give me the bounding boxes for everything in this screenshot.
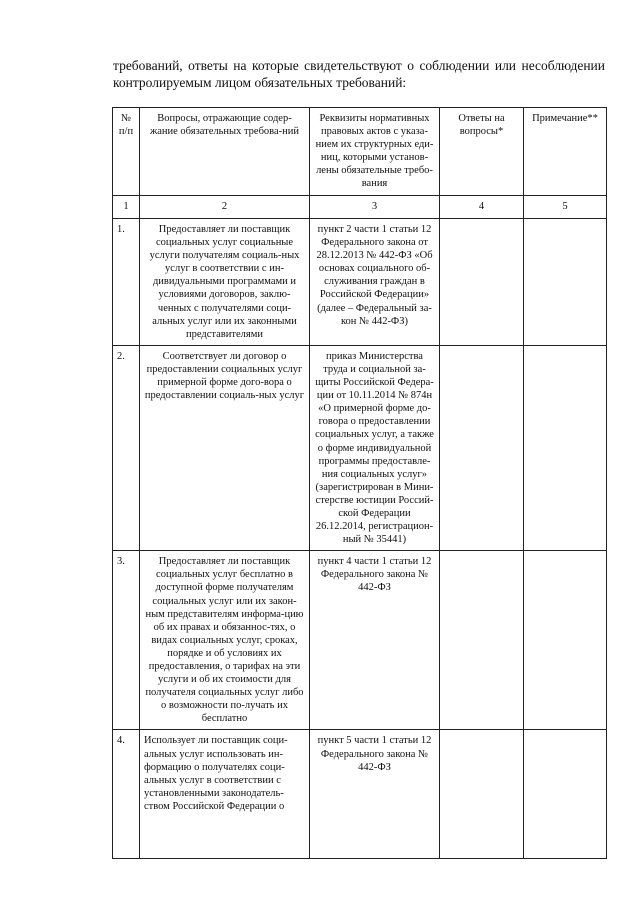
row-number: 1. (113, 219, 140, 346)
table-row (113, 345, 607, 550)
row-note-cell[interactable] (524, 551, 607, 730)
row-question: Предоставляет ли поставщик социальных услуг бесплатно в доступной форме получателям социальных услуг или их закон-ным представителям информа-цию об их правах и обязаннос-тях, о видах социальных услуг, сроках, порядке и об условиях их предоставления, о тарифах на эти услуги и об их стоимости для получателя социальных услуг либо о возможности по-лучать их бесплатно (140, 551, 310, 730)
table-header-row (113, 108, 607, 196)
checklist-table (112, 107, 607, 859)
row-question: Использует ли поставщик соци-альных услуг использовать ин-формацию о получателях соци-альных услуг в соответствии с установленными законодатель-ством Российской Федерации о (140, 730, 310, 859)
row-requisites: пункт 2 части 1 статьи 12 Федерального закона от 28.12.2013 № 442-ФЗ «Об основах социального об-служивания граждан в Российской Федерации» (далее – Федеральный за-кон № 442-ФЗ) (310, 219, 440, 346)
row-number: 3. (113, 551, 140, 730)
row-requisites: приказ Министерства труда и социальной за-щиты Российской Федера-ции от 10.11.2014 № 874н «О примерной форме до-говора о предоставлении социальных услуг, а также о форме индивидуальной программы предоставле-ния социальных услуг» (зарегистрирован в Мини-стерстве юстиции Россий-ской Федерации 26.12.2014, регистрацион-ный № 35441) (310, 345, 440, 550)
row-answer-cell[interactable] (440, 345, 524, 550)
column-number: 2 (140, 196, 310, 219)
row-answer-cell[interactable] (440, 730, 524, 859)
row-note-cell[interactable] (524, 345, 607, 550)
header-note: Примечание** (524, 108, 607, 196)
table-row (113, 551, 607, 730)
row-requisites: пункт 5 части 1 статьи 12 Федерального закона № 442-ФЗ (310, 730, 440, 859)
column-number: 4 (440, 196, 524, 219)
column-number: 1 (113, 196, 140, 219)
row-answer-cell[interactable] (440, 551, 524, 730)
table-row (113, 730, 607, 859)
table-row (113, 219, 607, 346)
header-number: № п/п (113, 108, 140, 196)
header-answers: Ответы на вопросы* (440, 108, 524, 196)
row-answer-cell[interactable] (440, 219, 524, 346)
column-number-row (113, 196, 607, 219)
row-number: 2. (113, 345, 140, 550)
row-note-cell[interactable] (524, 219, 607, 346)
row-note-cell[interactable] (524, 730, 607, 859)
column-number: 5 (524, 196, 607, 219)
row-requisites: пункт 4 части 1 статьи 12 Федерального закона № 442-ФЗ (310, 551, 440, 730)
header-questions: Вопросы, отражающие содер-жание обязательных требова-ний (140, 108, 310, 196)
row-question: Предоставляет ли поставщик социальных услуг социальные услуги получателям социаль-ных услуг в соответствии с ин-дивидуальными программами и условиями договоров, заклю-ченных с получателями соци-альных услуг или их законными представителями (140, 219, 310, 346)
column-number: 3 (310, 196, 440, 219)
intro-paragraph: требований, ответы на которые свидетельствуют о соблюдении или несоблюдении контролируемым лицом обязательных требований: (113, 58, 605, 90)
row-question: Соответствует ли договор о предоставлении социальных услуг примерной форме дого-вора о предоставлении социаль-ных услуг (140, 345, 310, 550)
header-requisites: Реквизиты нормативных правовых актов с указа-нием их структурных еди-ниц, которыми установ-лены обязательные требо-вания (310, 108, 440, 196)
row-number: 4. (113, 730, 140, 859)
